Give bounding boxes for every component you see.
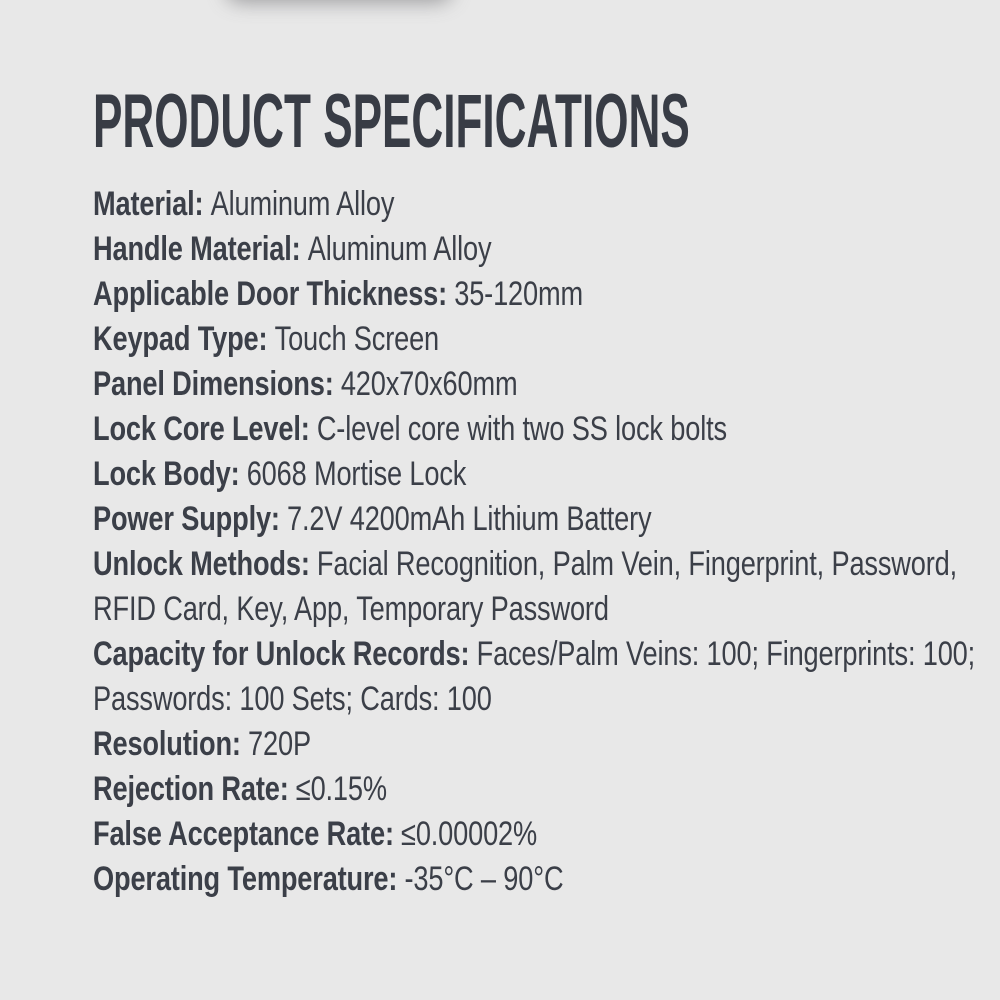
spec-row (93, 272, 989, 317)
spec-value: 7.2V 4200mAh Lithium Battery (287, 500, 652, 538)
spec-label: False Acceptance Rate: (93, 815, 394, 853)
page-title: PRODUCT SPECIFICATIONS (93, 79, 690, 164)
spec-row (93, 362, 989, 407)
spec-value: C-level core with two SS lock bolts (316, 410, 727, 448)
spec-value: ≤0.00002% (401, 815, 538, 853)
spec-label: Material: (93, 185, 204, 223)
spec-value: ≤0.15% (295, 770, 387, 808)
spec-label: Unlock Methods: (93, 545, 310, 583)
spec-value: 6068 Mortise Lock (246, 455, 467, 493)
spec-row (93, 767, 989, 812)
spec-row (93, 857, 989, 902)
spec-row (93, 632, 989, 722)
spec-row (93, 722, 989, 767)
spec-value: Aluminum Alloy (307, 230, 492, 268)
spec-value: Faces/Palm Veins: 100; Fingerprints: 100; Passwords: 100 Sets; Cards: 100 (93, 635, 976, 718)
spec-label: Power Supply: (93, 500, 280, 538)
spec-value: -35°C – 90°C (404, 860, 564, 898)
spec-label: Panel Dimensions: (93, 365, 334, 403)
spec-label: Handle Material: (93, 230, 301, 268)
spec-value: Facial Recognition, Palm Vein, Fingerprint, Password, RFID Card, Key, App, Temporary Password (93, 545, 958, 628)
spec-label: Rejection Rate: (93, 770, 289, 808)
spec-row (93, 542, 989, 632)
spec-row (93, 452, 989, 497)
spec-value: Aluminum Alloy (210, 185, 395, 223)
spec-row (93, 317, 989, 362)
spec-label: Applicable Door Thickness: (93, 275, 448, 313)
spec-row (93, 497, 989, 542)
spec-row (93, 812, 989, 857)
spec-label: Capacity for Unlock Records: (93, 635, 470, 673)
spec-row (93, 182, 989, 227)
spec-row (93, 227, 989, 272)
spec-label: Lock Body: (93, 455, 240, 493)
spec-list (93, 182, 989, 902)
spec-label: Resolution: (93, 725, 241, 763)
content-area (93, 0, 1000, 902)
spec-label: Operating Temperature: (93, 860, 398, 898)
spec-value: 35-120mm (454, 275, 583, 313)
spec-row (93, 407, 989, 452)
spec-value: Touch Screen (274, 320, 440, 358)
spec-value: 720P (248, 725, 311, 763)
spec-label: Lock Core Level: (93, 410, 310, 448)
spec-label: Keypad Type: (93, 320, 268, 358)
spec-value: 420x70x60mm (340, 365, 518, 403)
